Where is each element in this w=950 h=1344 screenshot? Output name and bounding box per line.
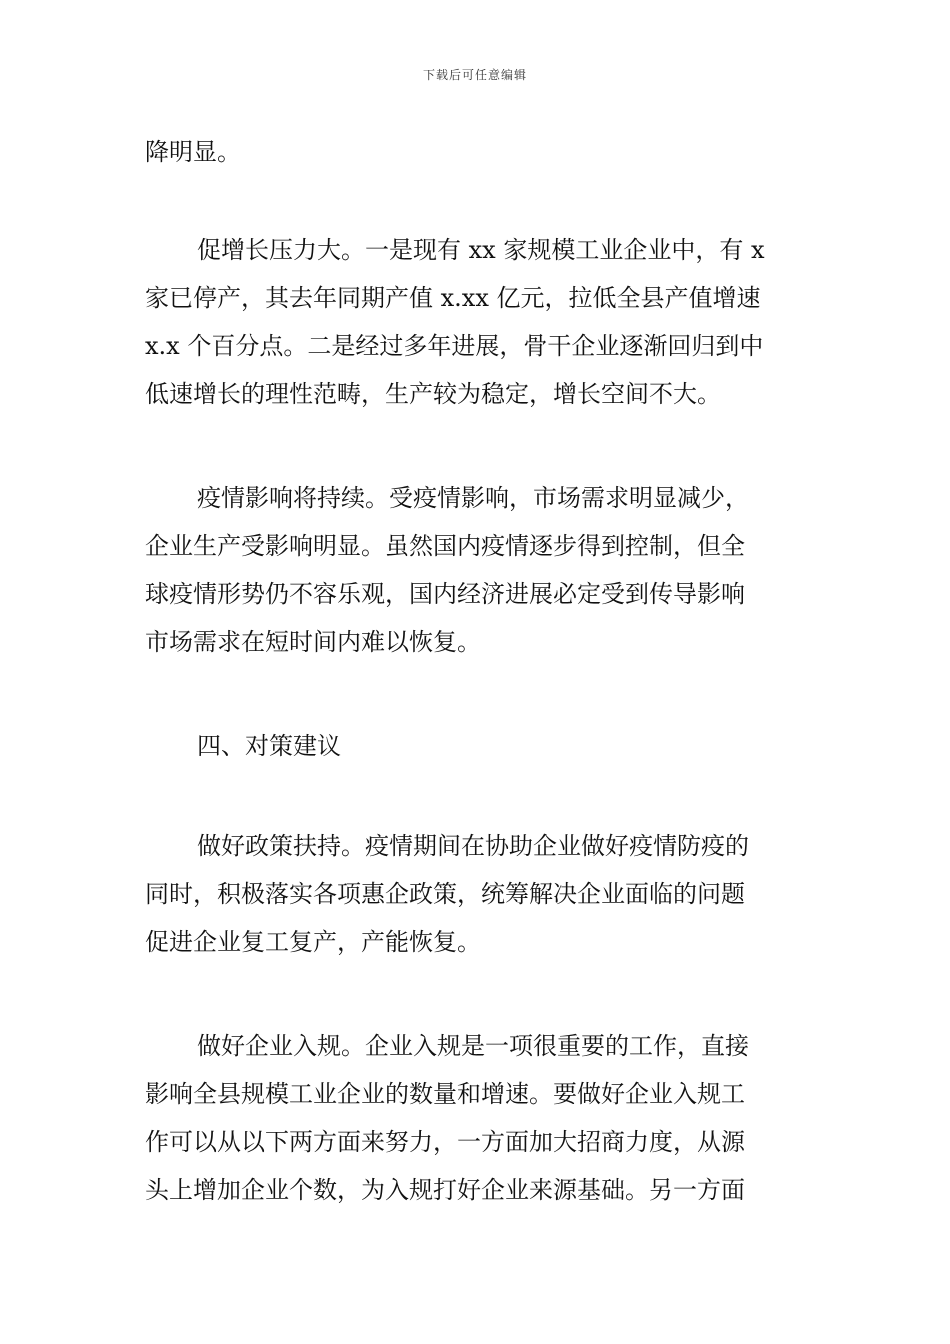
- text-line: 同时，积极落实各项惠企政策，统筹解决企业面临的问题: [145, 880, 745, 908]
- text-line: x.x 个百分点。二是经过多年进展，骨干企业逐渐回归到中: [145, 332, 764, 360]
- text-line: 低速增长的理性范畴，生产较为稳定，增长空间不大。: [145, 380, 721, 408]
- text-line: 市场需求在短时间内难以恢复。: [145, 628, 481, 656]
- section-heading-text: 四、对策建议: [197, 732, 341, 760]
- paragraph-continuation: [145, 128, 805, 176]
- text-line: 作可以从以下两方面来努力，一方面加大招商力度，从源: [145, 1128, 745, 1156]
- text-line: 企业生产受影响明显。虽然国内疫情逐步得到控制，但全: [145, 532, 745, 560]
- text-line: 促增长压力大。一是现有 xx 家规模工业企业中，有 x: [197, 236, 765, 264]
- text-line: 促进企业复工复产，产能恢复。: [145, 928, 481, 956]
- paragraph-epidemic-impact: [145, 474, 805, 666]
- text-line: 做好企业入规。企业入规是一项很重要的工作，直接: [197, 1032, 749, 1060]
- text-line: 降明显。: [145, 138, 241, 166]
- paragraph-enterprise-entry: [145, 1022, 805, 1214]
- text-line: 疫情影响将持续。受疫情影响，市场需求明显减少，: [197, 484, 749, 512]
- paragraph-policy-support: [145, 822, 805, 966]
- page-header-note: 下载后可任意编辑: [422, 68, 527, 82]
- text-line: 影响全县规模工业企业的数量和增速。要做好企业入规工: [145, 1080, 745, 1108]
- section-heading: [145, 722, 805, 770]
- text-line: 头上增加企业个数，为入规打好企业来源基础。另一方面: [145, 1176, 745, 1204]
- text-line: 做好政策扶持。疫情期间在协助企业做好疫情防疫的: [197, 832, 749, 860]
- paragraph-growth-pressure: [145, 226, 805, 418]
- text-line: 家已停产，其去年同期产值 x.xx 亿元，拉低全县产值增速: [145, 284, 761, 312]
- text-line: 球疫情形势仍不容乐观，国内经济进展必定受到传导影响: [145, 580, 745, 608]
